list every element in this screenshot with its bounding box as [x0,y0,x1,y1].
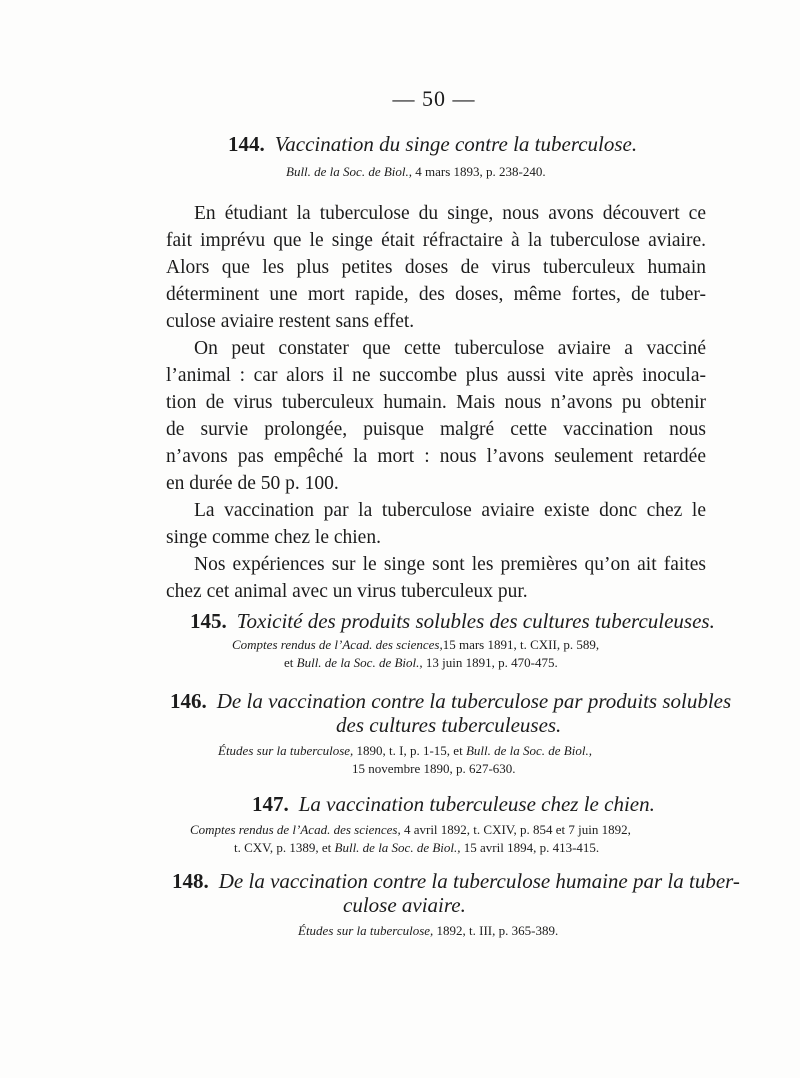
entry-145-journal-2: Bull. de la Soc. de Biol., [296,655,423,670]
text-line: chez cet animal avec un virus tuberculeux pur. [166,581,528,602]
entry-144-title-text: Vaccination du singe contre la tuberculose. [274,132,638,156]
entry-147-title-text: La vaccination tuberculeuse chez le chien. [298,792,655,816]
entry-144-title [228,132,637,157]
paragraph-4 [166,551,706,605]
entry-145-ref-prefix: et [284,655,297,670]
entry-148-journal: Études sur la tuberculose, [298,923,434,938]
text-line: n’avons pas empêché la mort : nous l’avons seulement retardée [166,446,706,467]
entry-145-reference-line-2 [284,654,558,672]
entry-145-ref-detail: 15 mars 1891, t. CXII, p. 589, [442,637,600,652]
entry-146-title-line-1 [170,689,731,714]
entry-146-reference-line-2 [352,760,516,778]
text-line: singe comme chez le chien. [166,527,381,548]
entry-145-reference-line-1 [232,636,599,654]
entry-148-title-text-1: De la vaccination contre la tuberculose humaine par la tuber- [218,869,740,893]
entry-146-ref-detail: 1890, t. I, p. 1-15, et [353,743,466,758]
entry-148-title-text-2: culose aviaire. [343,893,466,917]
text-line: culose aviaire restent sans effet. [166,311,415,332]
entry-147-number: 147. [252,792,289,816]
entry-146-ref-detail-2: 15 novembre 1890, p. 627-630. [352,761,516,776]
text-line: Nos expériences sur le singe sont les premières qu’on ait faites [194,554,706,575]
text-line: fait imprévu que le singe était réfractaire à la tuberculose aviaire. [166,230,706,251]
entry-147-ref-detail: 4 avril 1892, t. CXIV, p. 854 et 7 juin 1892, [400,822,631,837]
entry-147-title [252,792,655,817]
entry-144-journal: Bull. de la Soc. de Biol., [286,164,413,179]
text-line: On peut constater que cette tuberculose aviaire a vacciné [194,338,706,359]
text-line: en durée de 50 p. 100. [166,473,339,494]
page-number: — 50 — [392,86,476,111]
paragraph-2 [166,335,706,497]
entry-144-ref-detail: 4 mars 1893, p. 238-240. [412,164,546,179]
paragraph-3 [166,497,706,551]
entry-147-reference-line-2 [234,839,599,857]
entry-147-ref-detail-2: 15 avril 1894, p. 413-415. [460,840,600,855]
entry-148-number: 148. [172,869,209,893]
entry-148-reference [298,922,558,940]
text-line: En étudiant la tuberculose du singe, nous avons découvert ce [194,203,706,224]
entry-144-number: 144. [228,132,265,156]
text-line: l’animal : car alors il ne succombe plus aussi vite après inocula- [166,365,706,386]
text-line: déterminent une mort rapide, des doses, même fortes, de tuber- [166,284,706,305]
text-line: La vaccination par la tuberculose aviaire existe donc chez le [194,500,706,521]
entry-145-title [190,609,715,634]
entry-146-title-text-1: De la vaccination contre la tuberculose par produits solubles [216,689,732,713]
entry-145-journal: Comptes rendus de l’Acad. des sciences, [232,637,443,652]
entry-144-reference [286,163,546,181]
entry-145-title-text: Toxicité des produits solubles des cultures tuberculeuses. [236,609,715,633]
entry-147-ref-prefix: t. CXV, p. 1389, et [234,840,335,855]
entry-145-number: 145. [190,609,227,633]
entry-146-title-line-2 [336,713,561,738]
text-line: tion de virus tuberculeux humain. Mais nous n’avons pu obtenir [166,392,706,413]
entry-146-journal: Études sur la tuberculose, [218,743,354,758]
entry-146-number: 146. [170,689,207,713]
entry-147-reference-line-1 [190,821,631,839]
entry-148-title-line-2 [343,893,466,918]
paragraph-1 [166,200,706,335]
entry-147-journal-2: Bull. de la Soc. de Biol., [334,840,461,855]
entry-147-journal: Comptes rendus de l’Acad. des sciences, [190,822,401,837]
entry-148-title-line-1 [172,869,740,894]
entry-146-title-text-2: des cultures tuberculeuses. [336,713,562,737]
text-line: Alors que les plus petites doses de virus tuberculeux humain [166,257,706,278]
body-text [166,200,706,605]
entry-145-ref-detail-2: 13 juin 1891, p. 470-475. [422,655,558,670]
entry-146-reference-line-1 [218,742,592,760]
text-line: de survie prolongée, puisque malgré cette vaccination nous [166,419,706,440]
entry-148-ref-detail: 1892, t. III, p. 365-389. [433,923,559,938]
entry-146-journal-2: Bull. de la Soc. de Biol., [465,743,592,758]
